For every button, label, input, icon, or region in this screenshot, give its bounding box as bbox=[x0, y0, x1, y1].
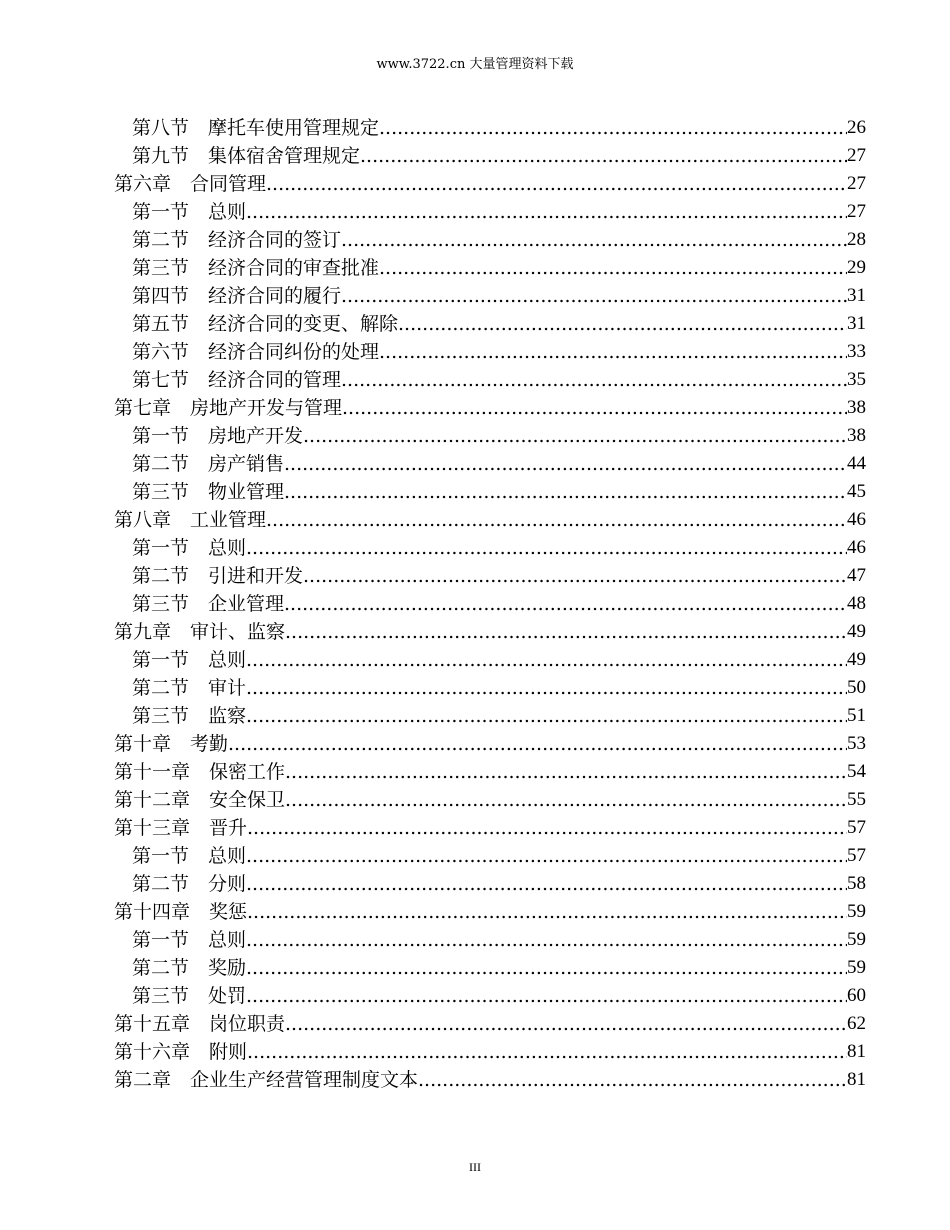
dot-leader bbox=[341, 366, 847, 394]
toc-entry-label: 第二章 企业生产经营管理制度文本 bbox=[114, 1069, 419, 1091]
toc-entry-page-number: 81 bbox=[847, 1069, 866, 1090]
toc-entry-label: 第八章 工业管理 bbox=[114, 509, 267, 531]
toc-entry-label: 第六节 经济合同纠份的处理 bbox=[132, 341, 380, 363]
toc-entry-page-number: 50 bbox=[847, 677, 866, 698]
toc-entry-label: 第一节 总则 bbox=[132, 201, 247, 223]
dot-leader bbox=[285, 758, 847, 786]
toc-entry-page-number: 27 bbox=[847, 173, 866, 194]
toc-entry-label: 第三节 经济合同的审查批准 bbox=[132, 257, 380, 279]
toc-entry[interactable] bbox=[114, 926, 866, 954]
toc-entry-page-number: 46 bbox=[847, 537, 866, 558]
toc-entry-page-number: 46 bbox=[847, 509, 866, 530]
toc-entry-page-number: 38 bbox=[847, 425, 866, 446]
toc-entry-label: 第一节 总则 bbox=[132, 649, 247, 671]
toc-entry-page-number: 59 bbox=[847, 901, 866, 922]
page-header: www.3722.cn 大量管理资料下载 bbox=[376, 57, 574, 72]
dot-leader bbox=[246, 982, 847, 1010]
toc-entry-label: 第十一章 保密工作 bbox=[114, 761, 286, 783]
toc-entry-label: 第三节 处罚 bbox=[132, 985, 247, 1007]
toc-entry[interactable] bbox=[114, 814, 866, 842]
toc-entry-page-number: 49 bbox=[847, 649, 866, 670]
toc-entry[interactable] bbox=[114, 702, 866, 730]
toc-entry-label: 第二节 房产销售 bbox=[132, 453, 285, 475]
toc-entry-label: 第四节 经济合同的履行 bbox=[132, 285, 342, 307]
toc-entry-label: 第八节 摩托车使用管理规定 bbox=[132, 117, 380, 139]
toc-entry-label: 第十六章 附则 bbox=[114, 1041, 248, 1063]
toc-entry-label: 第二节 引进和开发 bbox=[132, 565, 304, 587]
dot-leader bbox=[341, 226, 847, 254]
dot-leader bbox=[303, 562, 847, 590]
toc-entry-page-number: 54 bbox=[847, 761, 866, 782]
toc-entry[interactable] bbox=[114, 1038, 866, 1066]
dot-leader bbox=[285, 618, 847, 646]
toc-entry[interactable] bbox=[114, 338, 866, 366]
toc-entry-label: 第九章 审计、监察 bbox=[114, 621, 286, 643]
toc-entry[interactable] bbox=[114, 590, 866, 618]
dot-leader bbox=[246, 954, 847, 982]
toc-entry[interactable] bbox=[114, 674, 866, 702]
toc-entry-page-number: 45 bbox=[847, 481, 866, 502]
toc-entry-page-number: 31 bbox=[847, 313, 866, 334]
toc-entry-page-number: 51 bbox=[847, 705, 866, 726]
dot-leader bbox=[379, 254, 847, 282]
dot-leader bbox=[246, 926, 847, 954]
toc-entry[interactable] bbox=[114, 366, 866, 394]
toc-entry[interactable] bbox=[114, 506, 866, 534]
toc-entry-page-number: 31 bbox=[847, 285, 866, 306]
dot-leader bbox=[284, 450, 847, 478]
toc-entry-page-number: 47 bbox=[847, 565, 866, 586]
dot-leader bbox=[342, 394, 847, 422]
toc-entry[interactable] bbox=[114, 170, 866, 198]
toc-entry[interactable] bbox=[114, 282, 866, 310]
toc-entry-label: 第二节 经济合同的签订 bbox=[132, 229, 342, 251]
toc-entry-page-number: 60 bbox=[847, 985, 866, 1006]
toc-entry[interactable] bbox=[114, 758, 866, 786]
toc-entry-page-number: 28 bbox=[847, 229, 866, 250]
toc-entry-page-number: 26 bbox=[847, 117, 866, 138]
toc-entry-page-number: 44 bbox=[847, 453, 866, 474]
dot-leader bbox=[246, 534, 847, 562]
dot-leader bbox=[246, 646, 847, 674]
toc-entry[interactable] bbox=[114, 226, 866, 254]
dot-leader bbox=[360, 142, 847, 170]
toc-entry[interactable] bbox=[114, 786, 866, 814]
toc-entry[interactable] bbox=[114, 422, 866, 450]
toc-entry-page-number: 62 bbox=[847, 1013, 866, 1034]
toc-entry[interactable] bbox=[114, 394, 866, 422]
toc-entry-page-number: 55 bbox=[847, 789, 866, 810]
toc-entry-label: 第一节 总则 bbox=[132, 845, 247, 867]
toc-entry-page-number: 33 bbox=[847, 341, 866, 362]
toc-entry-page-number: 57 bbox=[847, 817, 866, 838]
toc-entry-page-number: 27 bbox=[847, 145, 866, 166]
toc-entry-page-number: 35 bbox=[847, 369, 866, 390]
dot-leader bbox=[246, 198, 847, 226]
toc-entry-page-number: 38 bbox=[847, 397, 866, 418]
toc-entry[interactable] bbox=[114, 310, 866, 338]
toc-entry[interactable] bbox=[114, 198, 866, 226]
dot-leader bbox=[246, 870, 847, 898]
dot-leader bbox=[284, 590, 847, 618]
toc-entry-page-number: 59 bbox=[847, 957, 866, 978]
toc-entry[interactable] bbox=[114, 114, 866, 142]
toc-entry[interactable] bbox=[114, 954, 866, 982]
dot-leader bbox=[247, 814, 847, 842]
dot-leader bbox=[228, 730, 847, 758]
dot-leader bbox=[246, 674, 847, 702]
toc-entry[interactable] bbox=[114, 646, 866, 674]
toc-entry[interactable] bbox=[114, 142, 866, 170]
toc-entry-label: 第七节 经济合同的管理 bbox=[132, 369, 342, 391]
toc-entry[interactable] bbox=[114, 478, 866, 506]
toc-entry-label: 第十五章 岗位职责 bbox=[114, 1013, 286, 1035]
dot-leader bbox=[266, 506, 847, 534]
toc-entry-label: 第二节 奖励 bbox=[132, 957, 247, 979]
toc-entry-label: 第二节 审计 bbox=[132, 677, 247, 699]
toc-entry[interactable] bbox=[114, 618, 866, 646]
toc-entry-label: 第十三章 晋升 bbox=[114, 817, 248, 839]
dot-leader bbox=[247, 898, 847, 926]
toc-entry-page-number: 49 bbox=[847, 621, 866, 642]
dot-leader bbox=[341, 282, 847, 310]
toc-entry-page-number: 59 bbox=[847, 929, 866, 950]
toc-entry-label: 第一节 总则 bbox=[132, 929, 247, 951]
toc-entry[interactable] bbox=[114, 898, 866, 926]
toc-entry-label: 第十章 考勤 bbox=[114, 733, 229, 755]
toc-entry-label: 第一节 房地产开发 bbox=[132, 425, 304, 447]
toc-entry[interactable] bbox=[114, 1010, 866, 1038]
dot-leader bbox=[284, 478, 847, 506]
toc-entry-label: 第二节 分则 bbox=[132, 873, 247, 895]
toc-entry[interactable] bbox=[114, 534, 866, 562]
toc-entry[interactable] bbox=[114, 450, 866, 478]
toc-entry-label: 第十四章 奖惩 bbox=[114, 901, 248, 923]
toc-entry[interactable] bbox=[114, 730, 866, 758]
toc-entry[interactable] bbox=[114, 254, 866, 282]
toc-entry[interactable] bbox=[114, 870, 866, 898]
dot-leader bbox=[303, 422, 847, 450]
toc-entry[interactable] bbox=[114, 1066, 866, 1094]
toc-entry-label: 第十二章 安全保卫 bbox=[114, 789, 286, 811]
toc-entry-label: 第三节 物业管理 bbox=[132, 481, 285, 503]
dot-leader bbox=[379, 114, 847, 142]
toc-entry-page-number: 81 bbox=[847, 1041, 866, 1062]
dot-leader bbox=[379, 338, 847, 366]
toc-entry-label: 第三节 监察 bbox=[132, 705, 247, 727]
dot-leader bbox=[266, 170, 847, 198]
toc-entry-page-number: 57 bbox=[847, 845, 866, 866]
toc-entry-page-number: 58 bbox=[847, 873, 866, 894]
toc-entry-label: 第五节 经济合同的变更、解除 bbox=[132, 313, 399, 335]
dot-leader bbox=[418, 1066, 847, 1094]
toc-entry[interactable] bbox=[114, 842, 866, 870]
toc-entry-page-number: 27 bbox=[847, 201, 866, 222]
toc-entry-label: 第一节 总则 bbox=[132, 537, 247, 559]
dot-leader bbox=[247, 1038, 847, 1066]
toc-entry-label: 第九节 集体宿舍管理规定 bbox=[132, 145, 361, 167]
toc-entry-label: 第七章 房地产开发与管理 bbox=[114, 397, 343, 419]
dot-leader bbox=[246, 702, 847, 730]
toc-entry[interactable] bbox=[114, 562, 866, 590]
dot-leader bbox=[246, 842, 847, 870]
toc-entry-label: 第三节 企业管理 bbox=[132, 593, 285, 615]
dot-leader bbox=[398, 310, 847, 338]
dot-leader bbox=[285, 786, 847, 814]
toc-entry-page-number: 29 bbox=[847, 257, 866, 278]
toc-entry-page-number: 48 bbox=[847, 593, 866, 614]
toc-entry-label: 第六章 合同管理 bbox=[114, 173, 267, 195]
page-number: III bbox=[469, 1160, 481, 1174]
toc-entry[interactable] bbox=[114, 982, 866, 1010]
dot-leader bbox=[285, 1010, 847, 1038]
table-of-contents bbox=[114, 114, 866, 1094]
toc-entry-page-number: 53 bbox=[847, 733, 866, 754]
